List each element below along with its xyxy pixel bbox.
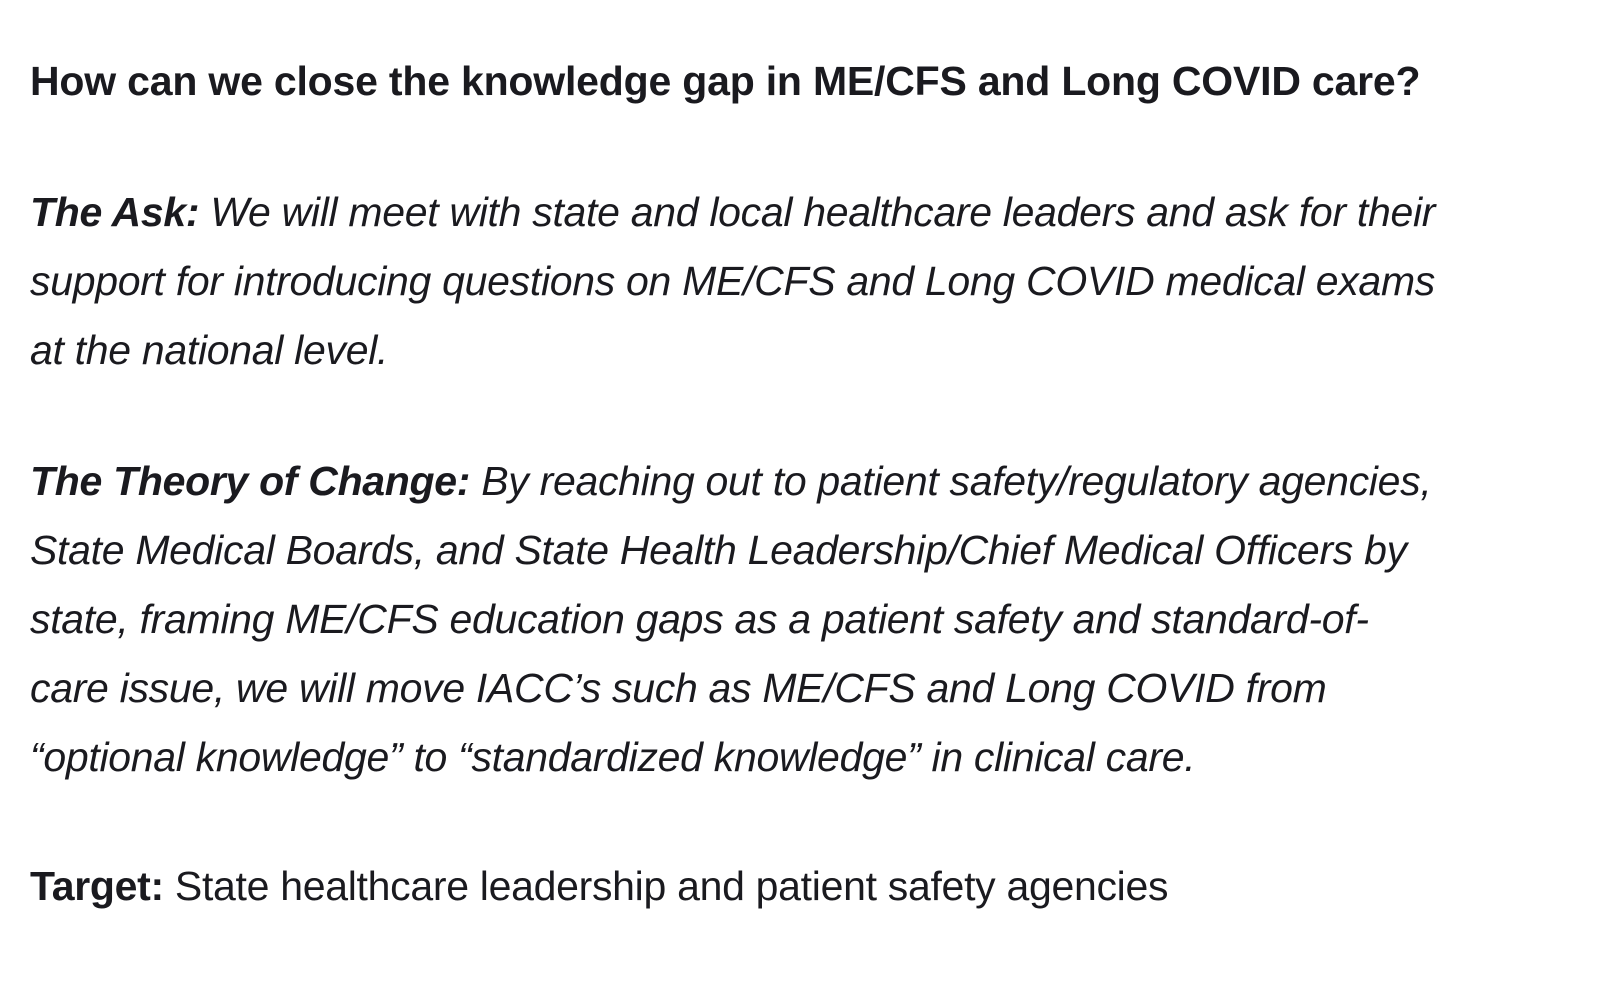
document-heading: How can we close the knowledge gap in ME/CFS and Long COVID care?	[30, 58, 1421, 104]
ask-line-2: support for introducing questions on ME/CFS and Long COVID medical exams	[30, 258, 1435, 304]
theory-text-1: By reaching out to patient safety/regulatory agencies,	[470, 458, 1432, 504]
target-text: State healthcare leadership and patient safety agencies	[163, 863, 1169, 909]
ask-text-1: We will meet with state and local healthcare leaders and ask for their	[199, 189, 1436, 235]
ask-line-3: at the national level.	[30, 327, 389, 373]
theory-line-4: care issue, we will move IACC’s such as ME/CFS and Long COVID from	[30, 665, 1327, 711]
ask-label: The Ask:	[30, 189, 200, 235]
ask-line-1	[30, 178, 1435, 247]
theory-line-2: State Medical Boards, and State Health Leadership/Chief Medical Officers by	[30, 527, 1407, 573]
theory-line-5: “optional knowledge” to “standardized knowledge” in clinical care.	[30, 734, 1196, 780]
theory-of-change-paragraph	[30, 447, 1431, 792]
theory-label: The Theory of Change:	[30, 458, 471, 504]
theory-line-1	[30, 447, 1431, 516]
theory-line-3: state, framing ME/CFS education gaps as a patient safety and standard-of-	[30, 596, 1369, 642]
target-line	[30, 852, 1168, 921]
target-label: Target:	[30, 863, 164, 909]
ask-paragraph	[30, 178, 1435, 385]
target-paragraph	[30, 852, 1168, 921]
